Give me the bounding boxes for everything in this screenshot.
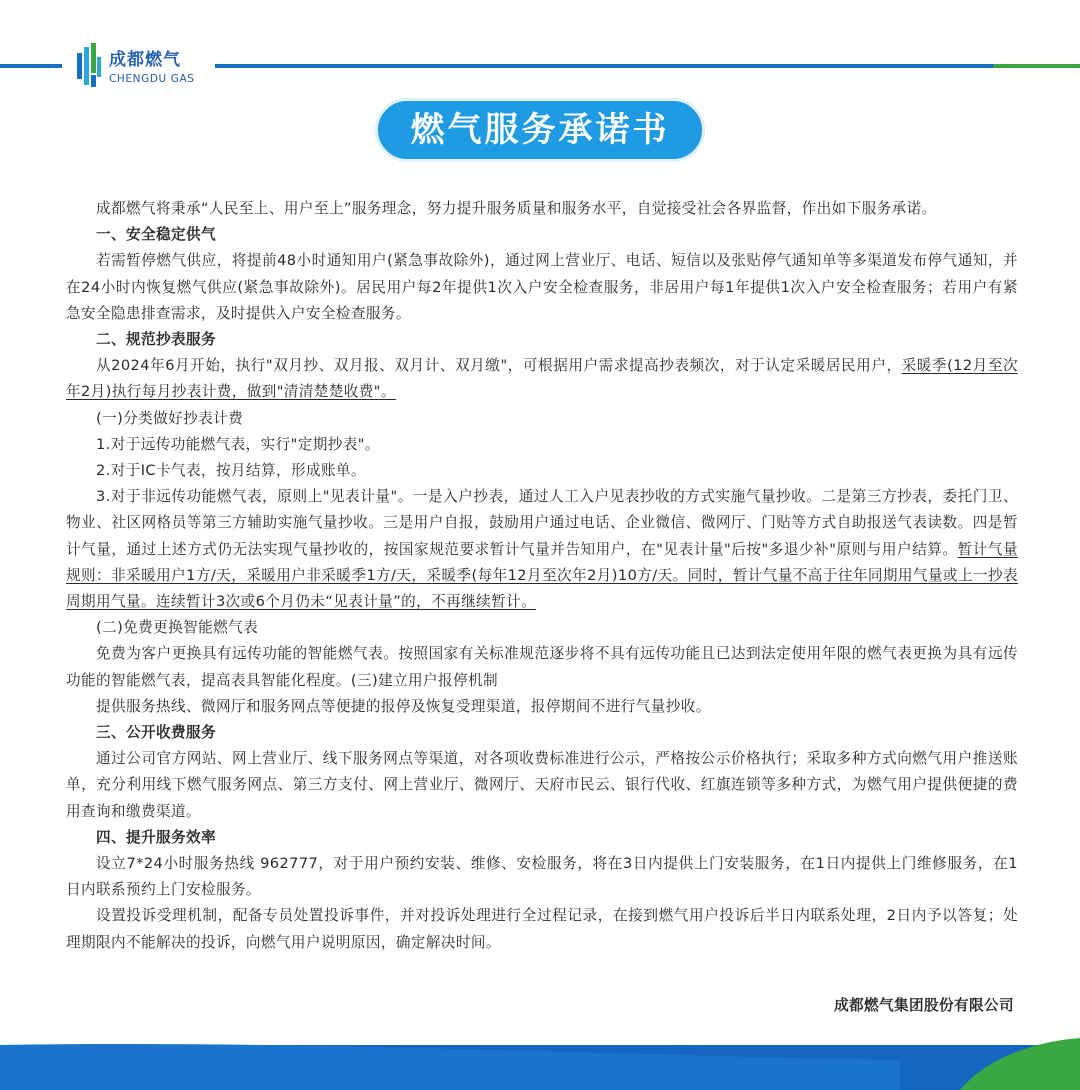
company-signature: 成都燃气集团股份有限公司 <box>834 997 1014 1014</box>
complaint-paragraph: 设置投诉受理机制，配备专员处置投诉事件，并对投诉处理进行全过程记录，在接到燃气用户投诉后半日内联系处理，2日内予以答复；处理期限内不能解决的投诉，向燃气用户说明原因，确定解决时间。 <box>66 907 1018 951</box>
commitment-body <box>66 196 1018 956</box>
section-heading-efficiency: 四、提升服务效率 <box>96 828 216 846</box>
header-rule-right <box>215 64 1080 68</box>
section-heading-safety: 一、安全稳定供气 <box>96 226 216 244</box>
chengdu-gas-logo-icon <box>76 43 102 89</box>
item-non-remote-meter <box>66 484 1018 615</box>
hotline-paragraph: 设立7*24小时服务热线 962777，对于用户预约安装、维修、安检服务，将在3日内提供上门安装服务，在1日内提供上门维修服务，在1日内联系预约上门安检服务。 <box>66 855 1018 899</box>
intro-paragraph: 成都燃气将秉承“人民至上、用户至上”服务理念，努力提升服务质量和服务水平，自觉接受社会各界监督，作出如下服务承诺。 <box>96 200 937 217</box>
subheading-free-smart-meter: (二)免费更换智能燃气表 <box>96 619 259 637</box>
brand-name-en: CHENGDU GAS <box>109 73 195 85</box>
item-ic-card-meter: 2.对于IC卡气表，按月结算，形成账单。 <box>96 462 366 480</box>
brand-name-cn: 成都燃气 <box>109 50 181 70</box>
page-title: 燃气服务承诺书 <box>375 98 705 162</box>
header-rule-left <box>0 64 62 68</box>
safety-paragraph: 若需暂停燃气供应，将提前48小时通知用户(紧急事故除外)，通过网上营业厅、电话、短信以及张贴停气通知单等多渠道发布停气通知，并在24小时内恢复燃气供应(紧急事故除外)。居民用户每2年提供1次入户安全检查服务，非居用户每1年提供1次入户安全检查服务；若用户有紧急安全隐患排查需求，及时提供入户安全检查服务。 <box>66 252 1018 322</box>
estimated-volume-rule-underlined-text: 暂计气量规则：非采暖用户1方/天，采暖用户非采暖季1方/天，采暖季(每年12月至次年2月)10方/天。同时，暂计气量不高于往年同期用气量或上一抄表周期用气量。连续暂计3次或6个月仍未“见表计量”的，不再继续暂计。 <box>66 540 1018 611</box>
footer-wave-decoration <box>0 1030 1080 1090</box>
non-remote-meter-text: 3.对于非远传功能燃气表，原则上"见表计量"。一是入户抄表，通过人工入户见表抄收的方式实施气量抄收。二是第三方抄表，委托门卫、物业、社区网格员等第三方辅助实施气量抄收。三是用户自报，鼓励用户通过电话、企业微信、微网厅、门贴等方式自助报送气表读数。四是暂计气量，通过上述方式仍无法实现气量抄收的，按国家规范要求暂计气量并告知用户，在"见表计量"后按"多退少补"原则与用户结算。 <box>66 488 1018 558</box>
heating-season-underlined-text: 采暖季(12月至次年2月)执行每月抄表计费，做到"清清楚楚收费"。 <box>66 357 1018 401</box>
brand-logo <box>76 43 216 89</box>
section-heading-fees: 三、公开收费服务 <box>96 724 216 742</box>
section-heading-meter-reading: 二、规范抄表服务 <box>96 331 216 349</box>
fees-paragraph: 通过公司官方网站、网上营业厅、线下服务网点等渠道，对各项收费标准进行公示，严格按公示价格执行；采取多种方式向燃气用户推送账单，充分利用线下燃气服务网点、第三方支付、网上营业厅、微网厅、天府市民云、银行代收、红旗连锁等多种方式，为燃气用户提供便捷的费用查询和缴费渠道。 <box>66 750 1018 820</box>
smart-meter-paragraph: 免费为客户更换具有远传功能的智能燃气表。按照国家有关标准规范逐步将不具有远传功能且已达到法定使用年限的燃气表更换为具有远传功能的智能燃气表，提高表具智能化程度。(三)建立用户报停机制 <box>66 645 1018 689</box>
item-remote-meter: 1.对于远传功能燃气表，实行"定期抄表"。 <box>96 435 380 453</box>
meter-reading-text: 从2024年6月开始，执行"双月抄、双月报、双月计、双月缴"，可根据用户需求提高抄表频次，对于认定采暖居民用户， <box>96 357 902 375</box>
subheading-classified-reading: (一)分类做好抄表计费 <box>96 409 244 427</box>
suspension-paragraph: 提供服务热线、微网厅和服务网点等便捷的报停及恢复受理渠道，报停期间不进行气量抄收。 <box>96 697 711 715</box>
meter-reading-paragraph <box>66 353 1018 405</box>
